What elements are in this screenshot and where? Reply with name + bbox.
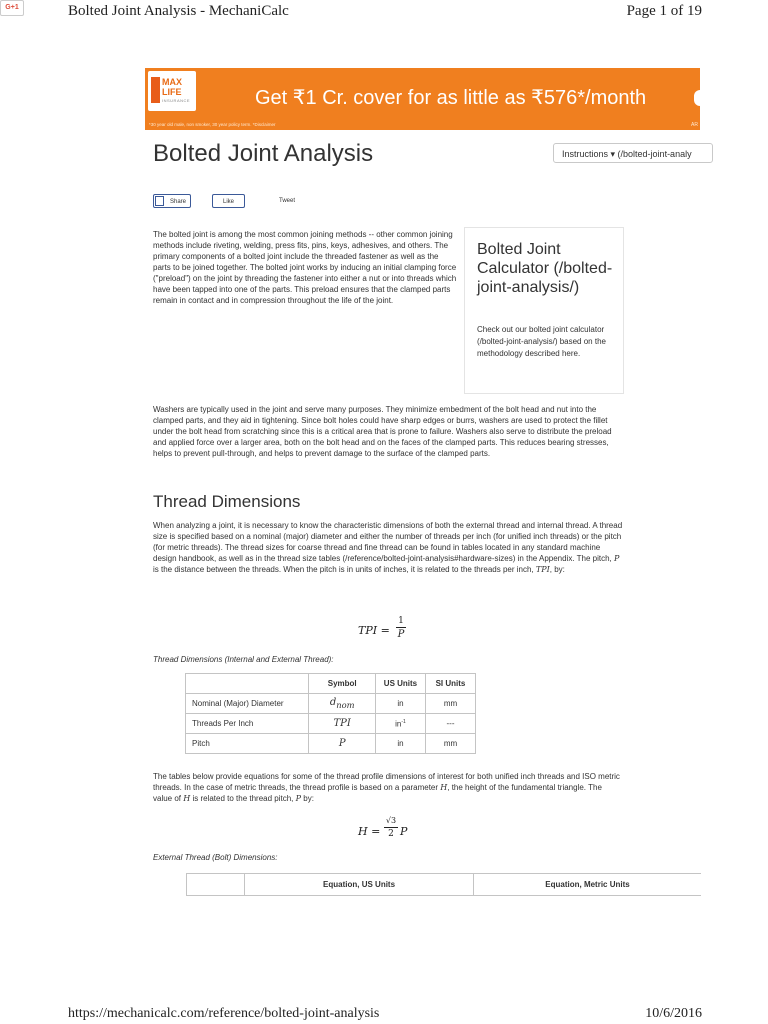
share-label: Share (169, 199, 186, 205)
ad-logo (148, 71, 196, 111)
row-symbol: P (309, 734, 376, 754)
tables-intro-text-2: , the height of the fundamental triangle. The value of (153, 783, 602, 803)
like-label: Like (222, 199, 234, 205)
fraction-bar (396, 627, 406, 628)
google-plus-label: G+1 (5, 4, 19, 11)
row-us-units: in (375, 734, 425, 754)
table-row (186, 734, 476, 754)
h-equation-numerator: √3 (385, 816, 397, 825)
h-variable: H (440, 783, 448, 792)
print-page-title: Bolted Joint Analysis - MechaniCalc (68, 3, 289, 19)
tpi-equation-lhs: TPI = (358, 624, 390, 637)
table-header-cell: Equation, US Units (245, 874, 474, 896)
ad-logo-subtext: INSURANCE (162, 98, 191, 103)
tweet-button[interactable] (279, 194, 295, 208)
h-variable: H (183, 794, 191, 803)
intro-paragraph: The bolted joint is among the most common joining methods -- other common joining methods include riveting, welding, press fits, pins, keys, adhesives, and others. The primary components of a bolted joint include the threaded fastener as well as the parts to be joined together. The bolted joint works by inducing an initial clamping force ("preload") on the joint by threading the fastener into either a nut or into threads which have been tapped into one of the parts. This preload ensures that the clamped parts remain in contact and in compression throughout the life of the joint. (153, 230, 457, 305)
facebook-share-button[interactable] (153, 194, 191, 208)
table-header-cell (186, 674, 309, 694)
table-header-cell: US Units (375, 674, 425, 694)
thread-dimensions-heading: Thread Dimensions (153, 492, 301, 511)
tpi-equation-numerator: 1 (398, 616, 404, 626)
tpi-variable: TPI (535, 565, 550, 574)
row-si-units: --- (425, 714, 475, 734)
thread-intro-text-2: is the distance between the threads. When the pitch is in units of inches, it is related to the threads per inch, (153, 565, 536, 574)
tpi-equation-fraction (396, 616, 406, 640)
thread-dimensions-table (185, 673, 476, 754)
ad-logo-mark (151, 77, 160, 103)
calculator-card-text: Check out our bolted joint calculator (/bolted-joint-analysis/) based on the methodology described here. (477, 325, 606, 358)
h-equation-fraction (384, 816, 398, 839)
external-thread-table (186, 873, 701, 896)
page-title: Bolted Joint Analysis (153, 140, 374, 167)
row-si-units: mm (425, 734, 475, 754)
fraction-bar (384, 827, 398, 828)
ad-right-fine-print: AR (691, 122, 698, 128)
table-header-row (187, 874, 702, 896)
us-unit-exponent: -1 (401, 718, 406, 725)
ad-banner[interactable] (145, 68, 700, 130)
row-us-units (375, 714, 425, 734)
symbol-subscript: nom (336, 700, 355, 710)
thread-intro-text-1: When analyzing a joint, it is necessary to know the characteristic dimensions of both the external thread and internal thread. A thread size is specified based on a nominal (major) diameter and either the number of threads per inch (for unified inch threads) or the pitch (for metric threads). The thread sizes for coarse thread and fine thread can be found in tables located in any standard machine design handbook, as well as in the thread size tables (/reference/bolted-joint-analysis#hardware-sizes) in the Appendix. The pitch, (153, 521, 623, 563)
tables-intro-text-3: is related to the thread pitch, (190, 794, 296, 803)
tables-intro-text-1: The tables below provide equations for some of the thread profile dimensions of interest for both unified inch threads and ISO metric threads. In the case of metric threads, the thread profile is based on a parameter (153, 772, 620, 792)
us-unit-base: in (395, 719, 402, 729)
calculator-card[interactable] (464, 227, 624, 394)
tweet-label: Tweet (279, 198, 296, 204)
calculator-card-title[interactable]: Bolted Joint Calculator (/bolted-joint-analysis/) (477, 241, 613, 296)
row-symbol: TPI (309, 714, 376, 734)
table-header-cell: Symbol (309, 674, 376, 694)
washers-paragraph: Washers are typically used in the joint and serve many purposes. They minimize embedment of the bolt head and nut into the clamped parts, and they aid in tightening. Since bolt holes could have sharp edges or burrs, washers are used to protect the fillet under the bolt head from scratching since this is a critical area that is prone to failure. Washers also serve to distribute the preload and applied force over a larger area, both on the bolt head and on the faces of the clamped parts. This reduces bearing stresses, helps to prevent pull-through, and helps to prevent damage to the surface of the clamped parts. (153, 405, 612, 458)
thread-dimensions-paragraph (153, 520, 623, 575)
facebook-icon (155, 196, 164, 206)
table-header-cell: SI Units (425, 674, 475, 694)
print-date: 10/6/2016 (645, 1006, 702, 1021)
print-header (0, 0, 768, 26)
thread-profile-paragraph (153, 771, 623, 804)
ad-fine-print: *30 year old male, non smoker, 30 year policy term. *Disclaimer (149, 122, 276, 127)
row-symbol (309, 694, 376, 714)
ad-edge-shape (694, 90, 700, 106)
row-label: Threads Per Inch (186, 714, 309, 734)
print-page-url: https://mechanicalc.com/reference/bolted-joint-analysis (68, 1006, 380, 1021)
ad-logo-text: MAX LIFE (162, 77, 182, 97)
row-us-units: in (375, 694, 425, 714)
print-page-number: Page 1 of 19 (626, 3, 702, 19)
symbol-main: d (329, 697, 337, 708)
table-row (186, 694, 476, 714)
external-thread-caption: External Thread (Bolt) Dimensions: (153, 853, 278, 862)
thread-intro-text-3: , by: (549, 565, 565, 574)
h-equation-lhs: H = (358, 825, 381, 838)
print-footer (0, 1004, 768, 1024)
row-si-units: mm (425, 694, 475, 714)
table-header-cell (187, 874, 245, 896)
h-equation-denominator: 2 (388, 829, 394, 839)
row-label: Pitch (186, 734, 309, 754)
h-equation-rhs: P (400, 825, 408, 838)
table-header-row (186, 674, 476, 694)
ad-headline: Get ₹1 Cr. cover for as little as ₹576*/month (255, 87, 647, 109)
instructions-dropdown[interactable]: Instructions ▾ (/bolted-joint-analy (553, 143, 713, 163)
row-label: Nominal (Major) Diameter (186, 694, 309, 714)
thread-dimensions-table-caption: Thread Dimensions (Internal and External Thread): (153, 655, 334, 664)
table-row (186, 714, 476, 734)
pitch-variable: P (295, 794, 302, 803)
table-header-cell: Equation, Metric Units (474, 874, 701, 896)
pitch-variable: P (614, 554, 620, 563)
tables-intro-text-4: by: (301, 794, 314, 803)
facebook-like-button[interactable] (212, 194, 245, 208)
tpi-equation-denominator: P (397, 629, 405, 640)
